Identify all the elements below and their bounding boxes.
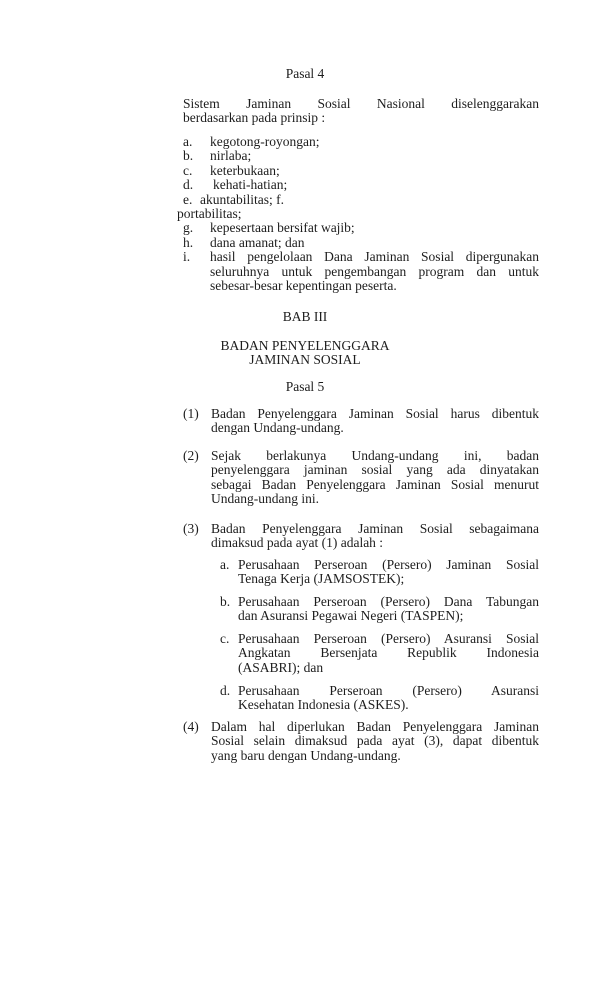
ayat-3-sub-item-d bbox=[220, 684, 539, 713]
list-item-label: c. bbox=[183, 162, 193, 178]
pasal-5-heading: Pasal 5 bbox=[285, 379, 325, 394]
ayat-3-sub-item-b bbox=[220, 595, 539, 624]
pasal-4-heading: Pasal 4 bbox=[285, 66, 325, 81]
paragraph-line: seluruhnya untuk pengembangan program dan untuk bbox=[210, 263, 539, 279]
paragraph-line: sebesar-besar kepentingan peserta. bbox=[210, 278, 397, 294]
paragraph-line: dimaksud pada ayat (1) adalah : bbox=[211, 535, 384, 551]
list-item bbox=[183, 149, 539, 163]
paragraph-line: Perusahaan Perseroan (Persero) Jaminan Sosial bbox=[238, 557, 539, 572]
sub-item-label: d. bbox=[220, 683, 231, 698]
principles-list bbox=[177, 134, 539, 294]
list-item-label: h. bbox=[183, 234, 194, 250]
ayat-2 bbox=[183, 449, 539, 507]
list-item-label: i. bbox=[183, 249, 191, 265]
paragraph-line: Perusahaan Perseroan (Persero) Asuransi Sosial bbox=[238, 631, 539, 646]
sub-item-text bbox=[238, 595, 539, 624]
paragraph-line: (ASABRI); dan bbox=[238, 659, 324, 675]
paragraph-line: berdasarkan pada prinsip : bbox=[183, 110, 326, 126]
paragraph-line: Sejak berlakunya Undang-undang ini, badan bbox=[211, 448, 539, 463]
bab-3-title-line: JAMINAN SOSIAL bbox=[249, 352, 361, 368]
paragraph-line: Dalam hal diperlukan Badan Penyelenggara Jaminan bbox=[211, 719, 539, 734]
paragraph-line: Sistem Jaminan Sosial Nasional diselenggarakan bbox=[183, 96, 539, 111]
ayat-text bbox=[211, 720, 539, 763]
paragraph-line: hasil pengelolaan Dana Jaminan Sosial dipergunakan bbox=[210, 249, 539, 265]
list-item-text: portabilitas; bbox=[177, 206, 242, 222]
list-item-text: keterbukaan; bbox=[210, 162, 280, 178]
ayat-text bbox=[211, 449, 539, 507]
list-item-label: b. bbox=[183, 148, 194, 164]
ayat-number: (3) bbox=[183, 521, 199, 536]
sub-item-label: c. bbox=[220, 631, 230, 646]
ayat-3 bbox=[183, 522, 539, 551]
ayat-4 bbox=[183, 720, 539, 763]
paragraph-line: Sosial selain dimaksud pada ayat (3), dapat dibentuk bbox=[211, 733, 539, 749]
paragraph-line: dan Asuransi Pegawai Negeri (TASPEN); bbox=[238, 608, 464, 624]
pasal-4-intro-paragraph bbox=[183, 97, 539, 126]
ayat-number: (4) bbox=[183, 719, 199, 734]
ayat-3-sub-item-c bbox=[220, 632, 539, 675]
ayat-text bbox=[211, 522, 539, 551]
list-item-label: d. bbox=[183, 177, 194, 193]
sub-item-label: b. bbox=[220, 594, 231, 609]
bab-3-heading: BAB III bbox=[282, 309, 328, 324]
list-item-text: akuntabilitas; f. bbox=[200, 191, 284, 207]
ayat-1 bbox=[183, 407, 539, 436]
paragraph-line: Badan Penyelenggara Jaminan Sosial harus dibentuk bbox=[211, 406, 539, 421]
list-item-label: a. bbox=[183, 134, 193, 149]
paragraph-line: Undang-undang ini. bbox=[211, 491, 319, 507]
paragraph-line: Kesehatan Indonesia (ASKES). bbox=[238, 697, 409, 713]
paragraph-line: yang baru dengan Undang-undang. bbox=[211, 747, 401, 763]
list-item bbox=[183, 236, 539, 250]
paragraph-line: penyelenggara jaminan sosial yang ada dinyatakan bbox=[211, 462, 539, 478]
list-item-label: e. bbox=[183, 191, 193, 207]
list-item-text bbox=[210, 250, 539, 293]
paragraph-line: Badan Penyelenggara Jaminan Sosial sebagaimana bbox=[211, 521, 539, 536]
bab-3-title-line: BADAN PENYELENGGARA bbox=[220, 338, 390, 353]
list-item-text: dana amanat; dan bbox=[210, 234, 305, 250]
paragraph-line: Angkatan Bersenjata Republik Indonesia bbox=[238, 645, 539, 661]
list-item-text: nirlaba; bbox=[210, 148, 252, 164]
list-item-text: kegotong-royongan; bbox=[210, 134, 320, 149]
list-item-text: kehati-hatian; bbox=[213, 177, 288, 193]
sub-item-label: a. bbox=[220, 557, 230, 572]
paragraph-line: dengan Undang-undang. bbox=[211, 420, 344, 436]
ayat-3-sub-item-a bbox=[220, 558, 539, 587]
list-item bbox=[183, 221, 539, 235]
list-item bbox=[183, 164, 539, 178]
ayat-number: (1) bbox=[183, 406, 199, 421]
paragraph-line: Tenaga Kerja (JAMSOSTEK); bbox=[238, 571, 405, 587]
list-item bbox=[183, 250, 539, 293]
list-item bbox=[183, 178, 539, 192]
list-item bbox=[177, 207, 539, 221]
sub-item-text bbox=[238, 632, 539, 675]
list-item bbox=[183, 193, 539, 207]
sub-item-text bbox=[238, 558, 539, 587]
ayat-number: (2) bbox=[183, 448, 199, 463]
list-item-label: g. bbox=[183, 220, 194, 236]
paragraph-line: Perusahaan Perseroan (Persero) Dana Tabungan bbox=[238, 594, 539, 609]
sub-item-text bbox=[238, 684, 539, 713]
paragraph-line: sebagai Badan Penyelenggara Jaminan Sosial menurut bbox=[211, 476, 539, 492]
list-item bbox=[183, 135, 539, 149]
bab-3-title bbox=[183, 339, 427, 368]
list-item-text: kepesertaan bersifat wajib; bbox=[210, 220, 355, 236]
ayat-text bbox=[211, 407, 539, 436]
paragraph-line: Perusahaan Perseroan (Persero) Asuransi bbox=[238, 683, 539, 698]
